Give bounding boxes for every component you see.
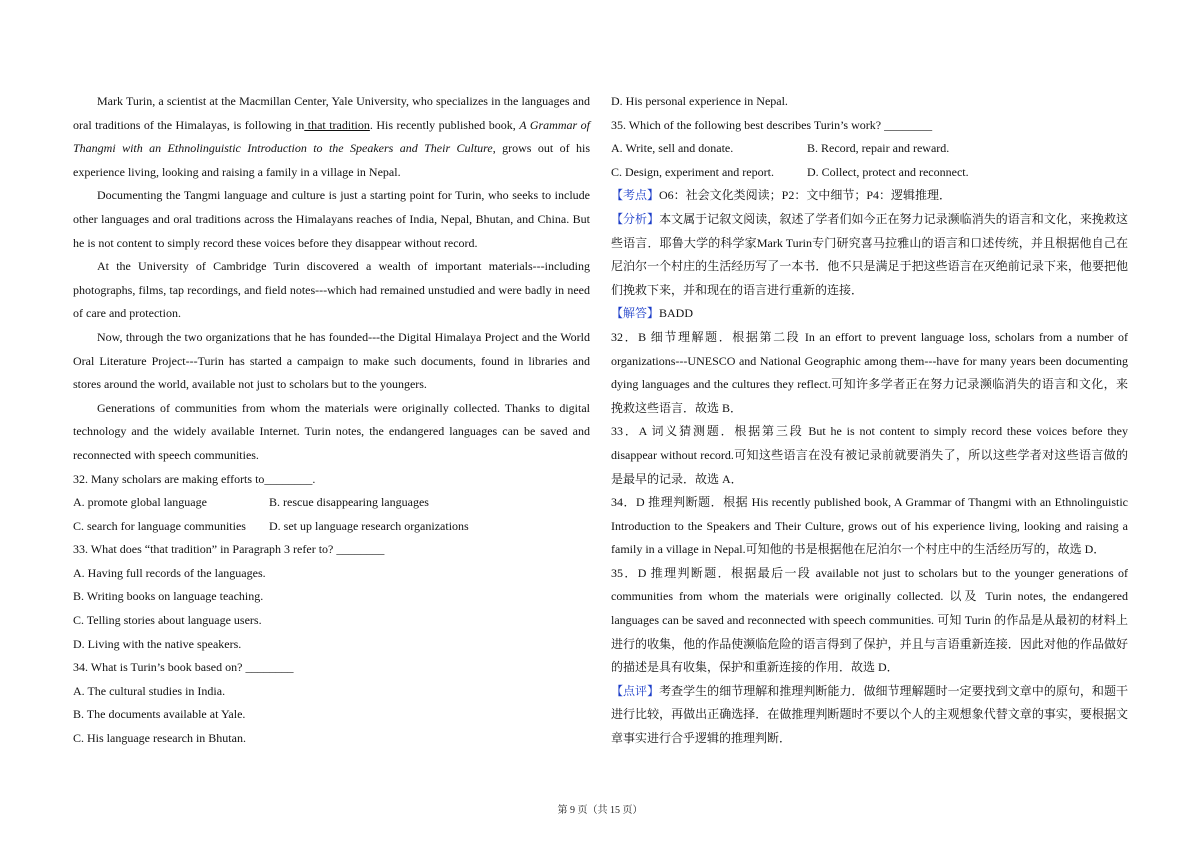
q35-option-d: D. Collect, protect and reconnect. <box>807 164 969 179</box>
question-35-stem: 35. Which of the following best describes Turin’s work? ________ <box>611 117 933 132</box>
q33-option-a: A. Having full records of the languages. <box>73 565 266 580</box>
passage-paragraph-5: Generations of communities from whom the materials were originally collected. Thanks to digital technology and the widely available Internet. Turin notes, the endangered languages can be saved and reconnected with speech communities. <box>73 400 590 462</box>
q35-option-b: B. Record, repair and reward. <box>807 141 950 156</box>
p1-text: Mark Turin, a scientist at the Macmillan Center, Yale University, who specializes in the languages and oral traditions of the Himalayas, is following in <box>73 94 590 132</box>
q35-option-c: C. Design, experiment and report. <box>611 164 774 179</box>
dianping-text: 考查学生的细节理解和推理判断能力．做细节理解题时一定要找到文章中的原句，和题干进行比较，再做出正确选择．在做推理判断题时不要以个人的主观想象代替文章的事实，要根据文章事实进行合乎逻辑的推理判断． <box>611 683 1128 746</box>
book-title: A Grammar of Thangmi with an Ethnolinguistic Introduction to the Speakers and Their Culture <box>73 117 590 156</box>
q34-option-d: D. His personal experience in Nepal. <box>611 94 788 108</box>
question-32-options-row-2 <box>73 515 590 539</box>
q34-option-c: C. His language research in Bhutan. <box>73 731 246 746</box>
passage-paragraph-2: Documenting the Tangmi language and culture is just a starting point for Turin, who seeks to include other languages and oral traditions across the Himalayans reaches of India, Nepal, Bhutan, and China. But he is not content to simply record these voices before they disappear without record. <box>73 188 590 250</box>
explanation-35: 35．D 推理判断题．根据最后一段 available not just to scholars but to the younger generations of communities from whom the materials were originally collected. 以及 Turin notes, the endangered languages can be saved and reconnected with speech communities. 可知 Turin 的作品是从最初的材料上进行的收集，他的作品使濒临危险的语言得到了保护，并且与言语重新连接．因此对他的作品做好的描述是具有收集，保护和重新连接的作用．故选 D． <box>611 565 1128 675</box>
q32-option-d: D. set up language research organizations <box>269 518 469 533</box>
passage-paragraph-4: Now, through the two organizations that he has founded---the Digital Himalaya Project and the World Oral Literature Project---Turin has started a campaign to make such documents, found in libraries and stores around the world, available not just to scholars but to the youngers. <box>73 329 590 392</box>
explanation-32: 32．B 细节理解题．根据第二段 In an effort to prevent language loss, scholars from a number of organizations---UNESCO and National Geographic among them---have for many years been documenting dying languages and the cultures they reflect.可知许多学者正在努力记录濒临消失的语言和文化，来挽救这些语言．故选 B． <box>611 329 1128 415</box>
kaodian-text: O6：社会文化类阅读；P2：文中细节；P4：逻辑推理． <box>659 188 952 203</box>
question-35-options-row-2 <box>611 161 1128 185</box>
explanation-33: 33．A 词义猜测题．根据第三段 But he is not content to simply record these voices before they disappear without record.可知这些语言在没有被记录前就要消失了，所以这些学者对这些语言做的是最早的记录．故选 A． <box>611 424 1128 486</box>
fenxi-tag: 【分析】 <box>611 211 660 226</box>
jieda-text: BADD <box>659 306 694 321</box>
left-column <box>73 90 590 751</box>
question-32-options-row-1 <box>73 491 590 515</box>
q33-option-b: B. Writing books on language teaching. <box>73 589 264 604</box>
q32-option-b: B. rescue disappearing languages <box>269 495 429 510</box>
p1-text-2: . His recently published book, <box>369 117 520 132</box>
right-column <box>611 90 1128 751</box>
q32-option-c: C. search for language communities <box>73 518 246 533</box>
explanation-34: 34．D 推理判断题．根据 His recently published book, A Grammar of Thangmi with an Ethnolinguistic Introduction to the Speakers and Their Culture, grows out of his experience living, looking and raising a family in a village in Nepal.可知他的书是根据他在尼泊尔一个村庄中的生活经历写的，故选 D． <box>611 495 1128 557</box>
q35-option-a: A. Write, sell and donate. <box>611 141 734 156</box>
fenxi-section <box>611 208 1128 302</box>
question-35-options-row-1 <box>611 137 1128 161</box>
q32-option-a: A. promote global language <box>73 495 207 510</box>
q34-option-a: A. The cultural studies in India. <box>73 683 226 698</box>
passage-paragraph-1 <box>73 90 590 184</box>
p1-text-3: , grows out of his experience living, looking and raising a family in a village in Nepal. <box>73 141 591 179</box>
jieda-section <box>611 302 1128 326</box>
q33-option-d: D. Living with the native speakers. <box>73 636 242 651</box>
that-tradition-underline: that tradition <box>304 117 370 132</box>
page-footer: 第 9 页（共 15 页） <box>557 805 643 816</box>
kaodian-section <box>611 184 1128 208</box>
dianping-section <box>611 680 1128 751</box>
q34-option-b: B. The documents available at Yale. <box>73 707 246 722</box>
q33-option-c: C. Telling stories about language users. <box>73 613 262 628</box>
question-33-stem: 33. What does “that tradition” in Paragraph 3 refer to? ________ <box>73 542 385 557</box>
jieda-tag: 【解答】 <box>611 306 660 321</box>
passage-paragraph-3: At the University of Cambridge Turin discovered a wealth of important materials---including photographs, films, tap recordings, and field notes---which had remained unstudied and were badly in need of care and protection. <box>73 259 590 321</box>
kaodian-tag: 【考点】 <box>611 188 660 203</box>
dianping-tag: 【点评】 <box>611 683 660 698</box>
fenxi-text: 本文属于记叙文阅读，叙述了学者们如今正在努力记录濒临消失的语言和文化，来挽救这些语言．耶鲁大学的科学家Mark Turin专门研究喜马拉雅山的语言和口述传统，并且根据他自己在尼泊尔一个村庄的生活经历写了一本书．他不只是满足于把这些语言在灭绝前记录下来，他要把他们挽救下来，并和现在的语言进行重新的连接． <box>611 211 1128 297</box>
question-32-stem: 32. Many scholars are making efforts to________. <box>73 471 316 486</box>
question-34-stem: 34. What is Turin’s book based on? ________ <box>73 660 294 675</box>
